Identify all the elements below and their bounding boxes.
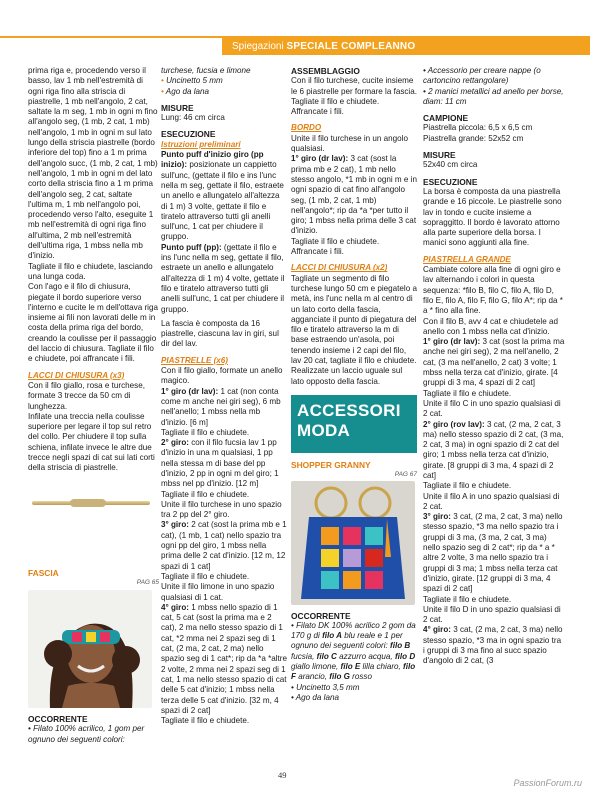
round-2: 2° giro (rov lav): 3 cat, (2 ma, 2 cat, 3 ma) nello stesso spazio di 2 cat, (3 ma, 2 cat, 3 ma) in ogni spazio di 2 cat del giro; 1 mbss nella terza cat d'inizio, girate. [8 gruppi di 3 ma, 4 spazi di 2 cat] bbox=[423, 419, 564, 480]
round-3: 3° giro: 3 cat, (2 ma, 2 cat, 3 ma) nello stesso spazio, *3 ma nello spazio tra i gruppi di 3 ma, (3 ma, 2 cat, 3 ma) nello spazio seg di 2 cat*; rip da * a * altre 2 volte, 3 ma nello spazio tra i gruppi di 3 ma; 1 mbss nella terza cat d'inizio, girate. [12 gruppi di 3 ma, 4 spazi di 2 cat] bbox=[423, 512, 563, 594]
heading-misure: MISURE bbox=[423, 150, 456, 161]
paragraph: Con il filo giallo, formate un anello magico. bbox=[161, 366, 283, 386]
round-2: 2° giro: con il filo fucsia lav 1 pp d'inizio in una m qualsiasi, 1 pp nella stessa m di base del pp d'inizio, 2 pp in ogni m del giro; 1 mbss nel pp d'inizio. [12 m] bbox=[161, 438, 279, 489]
paragraph: Punto puff d'inizio giro (pp inizio): posizionate un cappietto sull'unc, (gettate il filo e ins l'unc nella m seg, gettate il filo, estraete un anello e allungatelo all'altezza di 1 m) 3 volte, gettate il filo e tiratelo attraverso tutti gli anelli sull'unc, 1 cat per chiudere il gruppo. bbox=[161, 150, 284, 242]
paragraph: Tagliate il filo e chiudete. bbox=[161, 716, 250, 726]
gauge-large: Piastrella grande: 52x52 cm bbox=[423, 133, 524, 143]
round-1: 1° giro (dr lav): 3 cat (sost la prima ma anche nei giri seg), 2 ma nell'anello, 2 cat, (3 ma nell'anello, 2 cat) 3 volte; 1 mbss nella terza cat d'inizio, girate. [4 gruppi di 3 ma, 4 spazi di 2 cat] bbox=[423, 337, 565, 388]
heading-assemblaggio: ASSEMBLAGGIO bbox=[291, 66, 360, 76]
page-number: 49 bbox=[278, 770, 287, 780]
paragraph: Tagliate il filo e chiudete, lasciando una lunga coda. bbox=[28, 261, 153, 281]
headband-model-photo bbox=[28, 590, 152, 708]
column-2 bbox=[161, 66, 287, 726]
section-header bbox=[222, 38, 590, 55]
banner-line-2: MODA bbox=[297, 420, 351, 440]
section-title-fascia: FASCIA bbox=[28, 567, 59, 578]
paragraph: La borsa è composta da una piastrella grande e 16 piccole. Le piastrelle sono lav in tondo e cucite insieme a sopraggitto. Il bordo è lavorato attorno alla parte superiore della borsa. I manici sono aggiunti alla fine. bbox=[423, 186, 562, 248]
bullet-hook: • Uncinetto 3,5 mm bbox=[291, 682, 360, 692]
round-4: 4° giro: 1 mbss nello spazio di 1 cat, 5 cat (sost la prima ma e 2 cat), 2 ma nello stesso spazio di 1 cat, *2 mma nei 2 spazi seg di 1 cat, (2 ma, 2 cat, 2 ma) nello spazio seg di 1 cat*; rip da *a *altre 2 volte, 2 mma nei 2 spazi seg di 1 cat, 1 ma nello stesso spazio di cat delle 5 cat d'inizio; 1 mbss nella terza delle 5 cat d'inizio. [32 m, 4 spazi di 2 cat] bbox=[161, 602, 287, 715]
paragraph: prima riga e, procedendo verso il basso, lav 1 mb nell'estremità di ogni riga fino alla striscia di piastrelle, 1 mb nell'angolo, 2 cat, saltate la m seg, 1 mb in ogni m fino all'angolo seg, (1 mb, 2 cat, 1 mb) nell'angolo, 1 mb in ogni m sul lato lungo della striscia piastrelle (bordo inferiore del top) fino a 1 m prima dell'angolo succ, (1 mb, 2 cat, 1 mb) nell'angolo, 1 mb in ogni m del lato corto della striscia fino a 1 m prima dell'angolo seg, 2 cat, saltate l'ultima m, 1 mb nell'angolo poi, procedendo verso l'alto, eseguite 1 mb nell'estremità di ogni riga fino all'ultima, 2 mb nell'estremità dell'ultima riga, 1 mbss nella mb d'inizio. bbox=[28, 66, 158, 261]
paragraph: Punto puff (pp): (gettate il filo e ins l'unc nella m seg, gettate il filo, estraete un anello e allungatelo all'altezza di 1 m) 4 volte, gettate il filo e tiratelo attraverso tutti gli anelli sull'unc, 1 cat per chiudere il gruppo. bbox=[161, 242, 285, 314]
heading-esecuzione: ESECUZIONE bbox=[423, 176, 478, 187]
paragraph: Con il filo turchese, cucite insieme le 6 piastrelle per formare la fascia. Tagliate il filo e chiudete. Affrancate i fili. bbox=[291, 76, 417, 117]
round-4: 4° giro: 3 cat, (2 ma, 2 cat, 3 ma) nello stesso spazio, *3 ma in ogni spazio tra i gruppi di 3 ma fino al succ spazio d'angolo di 2 cat, (3 bbox=[423, 625, 563, 666]
bullet-handles: • 2 manici metallici ad anello per borse, diam: 11 cm bbox=[423, 86, 564, 106]
materials-text: • Filato DK 100% acrilico 2 gom da 170 g di filo A blu reale e 1 per ognuno dei seguenti colori: filo B fucsia, filo C azzurro acqua, filo D giallo limone, filo E lilla chiaro, filo F arancio, filo G rosso bbox=[291, 620, 416, 682]
paragraph: Cambiate colore alla fine di ogni giro e lav alternando i colori in questa sequenza: *filo B, filo C, filo A, filo D, filo E, filo A, filo F, filo G, filo A*; rip da * a * fino alla fine. bbox=[423, 265, 563, 316]
column-3 bbox=[291, 66, 417, 703]
paragraph: Tagliate il filo e chiudete. bbox=[423, 594, 512, 604]
measurements: Lung: 46 cm circa bbox=[161, 113, 225, 123]
column-4 bbox=[423, 66, 565, 667]
paragraph: Con il filo giallo, rosa e turchese, formate 3 trecce da 50 cm di lunghezza. bbox=[28, 380, 145, 411]
heading-occorrente: OCCORRENTE bbox=[28, 714, 88, 725]
colors-list: turchese, fucsia e limone bbox=[161, 66, 251, 75]
banner-line-1: ACCESSORI bbox=[297, 400, 401, 420]
heading-esecuzione: ESECUZIONE bbox=[161, 129, 216, 140]
subheading-lacci: LACCI DI CHIUSURA (x3) bbox=[28, 370, 125, 380]
subheading-bordo: BORDO bbox=[291, 123, 322, 133]
paragraph: Infilate una treccia nella coulisse superiore per legare il top sul retro del collo. Per chiudere il top sulla schiena, infilate invece le altre due trecce negli spazi di cat sui lati corti della striscia di piastrelle. bbox=[28, 411, 155, 473]
granny-bag-photo bbox=[291, 481, 415, 605]
paragraph: Tagliate il filo e chiudete. bbox=[161, 427, 250, 437]
page-reference: PAG 67 bbox=[394, 471, 417, 479]
paragraph: La fascia è composta da 16 piastrelle, ciascuna lav in giri, sul dir del lav. bbox=[161, 318, 279, 349]
round-1: 1° giro (dr lav): 3 cat (sost la prima mb e 2 cat), 1 mb nello stesso angolo, *1 mb in ogni m e in ogni spazio di cat fino all'angolo seg, (1 mb, 2 cat, 1 mb) nell'angolo*; rip da *a *per tutto il giro; 1 mbss nella prima delle 3 cat d'inizio. bbox=[291, 154, 417, 236]
heading-occorrente: OCCORRENTE bbox=[291, 610, 351, 621]
paragraph: Unite il filo turchese in uno spazio tra 2 pp del 2° giro. bbox=[161, 499, 282, 520]
heading-campione: CAMPIONE bbox=[423, 113, 469, 124]
crochet-hook-image bbox=[28, 496, 159, 510]
bullet-needle: • Ago da lana bbox=[291, 692, 339, 702]
paragraph: Tagliate il filo e chiudete. bbox=[161, 489, 250, 499]
paragraph: Tagliate il filo e chiudete. Affrancate i fili. bbox=[291, 236, 380, 257]
header-section: Spiegazioni bbox=[232, 41, 284, 52]
column-1 bbox=[28, 66, 159, 745]
measurements: 52x40 cm circa bbox=[423, 160, 478, 170]
paragraph: Unite il filo turchese in un angolo qualsiasi. bbox=[291, 133, 408, 154]
paragraph: Unite il filo limone in uno spazio qualsiasi di 1 cat. bbox=[161, 582, 275, 602]
paragraph: Unite il filo D in uno spazio qualsiasi di 2 cat. bbox=[423, 604, 561, 625]
bullet-needle: • Ago da lana bbox=[161, 86, 210, 96]
round-1: 1° giro (dr lav): 1 cat (non conta come m anche nei giri seg), 6 mb nell'anello; 1 mbss nella mb d'inizio. [6 m] bbox=[161, 386, 281, 427]
paragraph: Realizzate un laccio uguale sul lato opposto della fascia. bbox=[291, 366, 403, 386]
header-title: SPECIALE COMPLEANNO bbox=[286, 41, 416, 52]
page-reference: PAG 65 bbox=[136, 578, 159, 586]
materials-text: • Filato 100% acrilico, 1 gom per ognuno dei seguenti colori: bbox=[28, 724, 145, 744]
paragraph: Con il filo B, avv 4 cat e chiudetele ad anello con 1 mbss nella cat d'inizio. bbox=[423, 316, 558, 336]
paragraph: Tagliate il filo e chiudete. bbox=[161, 571, 250, 581]
subheading-istruzioni: Istruzioni preliminari bbox=[161, 139, 241, 149]
subheading-piastrella-grande: PIASTRELLA GRANDE bbox=[423, 254, 511, 264]
paragraph: Tagliate il filo e chiudete. bbox=[423, 388, 512, 398]
section-title-shopper: SHOPPER GRANNY bbox=[291, 459, 371, 470]
subheading-lacci: LACCI DI CHIUSURA (x2) bbox=[291, 263, 388, 273]
accessori-moda-banner bbox=[291, 395, 417, 453]
paragraph: Tagliate un segmento di filo turchese lungo 50 cm e piegatelo a metà, ins l'unc nella m al centro di un lato corto della fascia, agganciate il punto di piegatura del filo e tiratelo attraverso la m di base estraendo un'asola, poi tenendo insieme i 2 capi del filo, lav 20 cat, tagliate il filo e chiudete. bbox=[291, 273, 417, 366]
bullet-hook: • Uncinetto 5 mm bbox=[161, 76, 223, 86]
paragraph: Unite il filo C in uno spazio qualsiasi di 2 cat. bbox=[423, 398, 561, 419]
paragraph: Con l'ago e il filo di chiusura, piegate il bordo superiore verso l'interno e cucite le m dell'ottava riga insieme ai fili non lavorati delle m in costa della prima riga del bordo, creando la coulisse per il passaggio del laccio di chiusura. Tagliate il filo e chiudete, poi affrancate i fili. bbox=[28, 282, 158, 364]
heading-misure: MISURE bbox=[161, 102, 194, 113]
watermark: PassionForum.ru bbox=[513, 778, 582, 788]
subheading-piastrelle: PIASTRELLE (x6) bbox=[161, 355, 229, 365]
paragraph: Tagliate il filo e chiudete. bbox=[423, 481, 512, 491]
gauge-small: Piastrella piccola: 6,5 x 6,5 cm bbox=[423, 123, 533, 133]
round-3: 3° giro: 2 cat (sost la prima mb e 1 cat), (1 mb, 1 cat) nello spazio tra ogni pp del giro, 1 mbss nella prima delle 2 cat d'inizio. [12 m, 12 spazi di 1 cat] bbox=[161, 520, 287, 571]
paragraph: Unite il filo A in uno spazio qualsiasi di 2 cat. bbox=[423, 491, 560, 511]
bullet-tassel: • Accessorio per creare nappe (o cartoncino rettangolare) bbox=[423, 66, 541, 86]
